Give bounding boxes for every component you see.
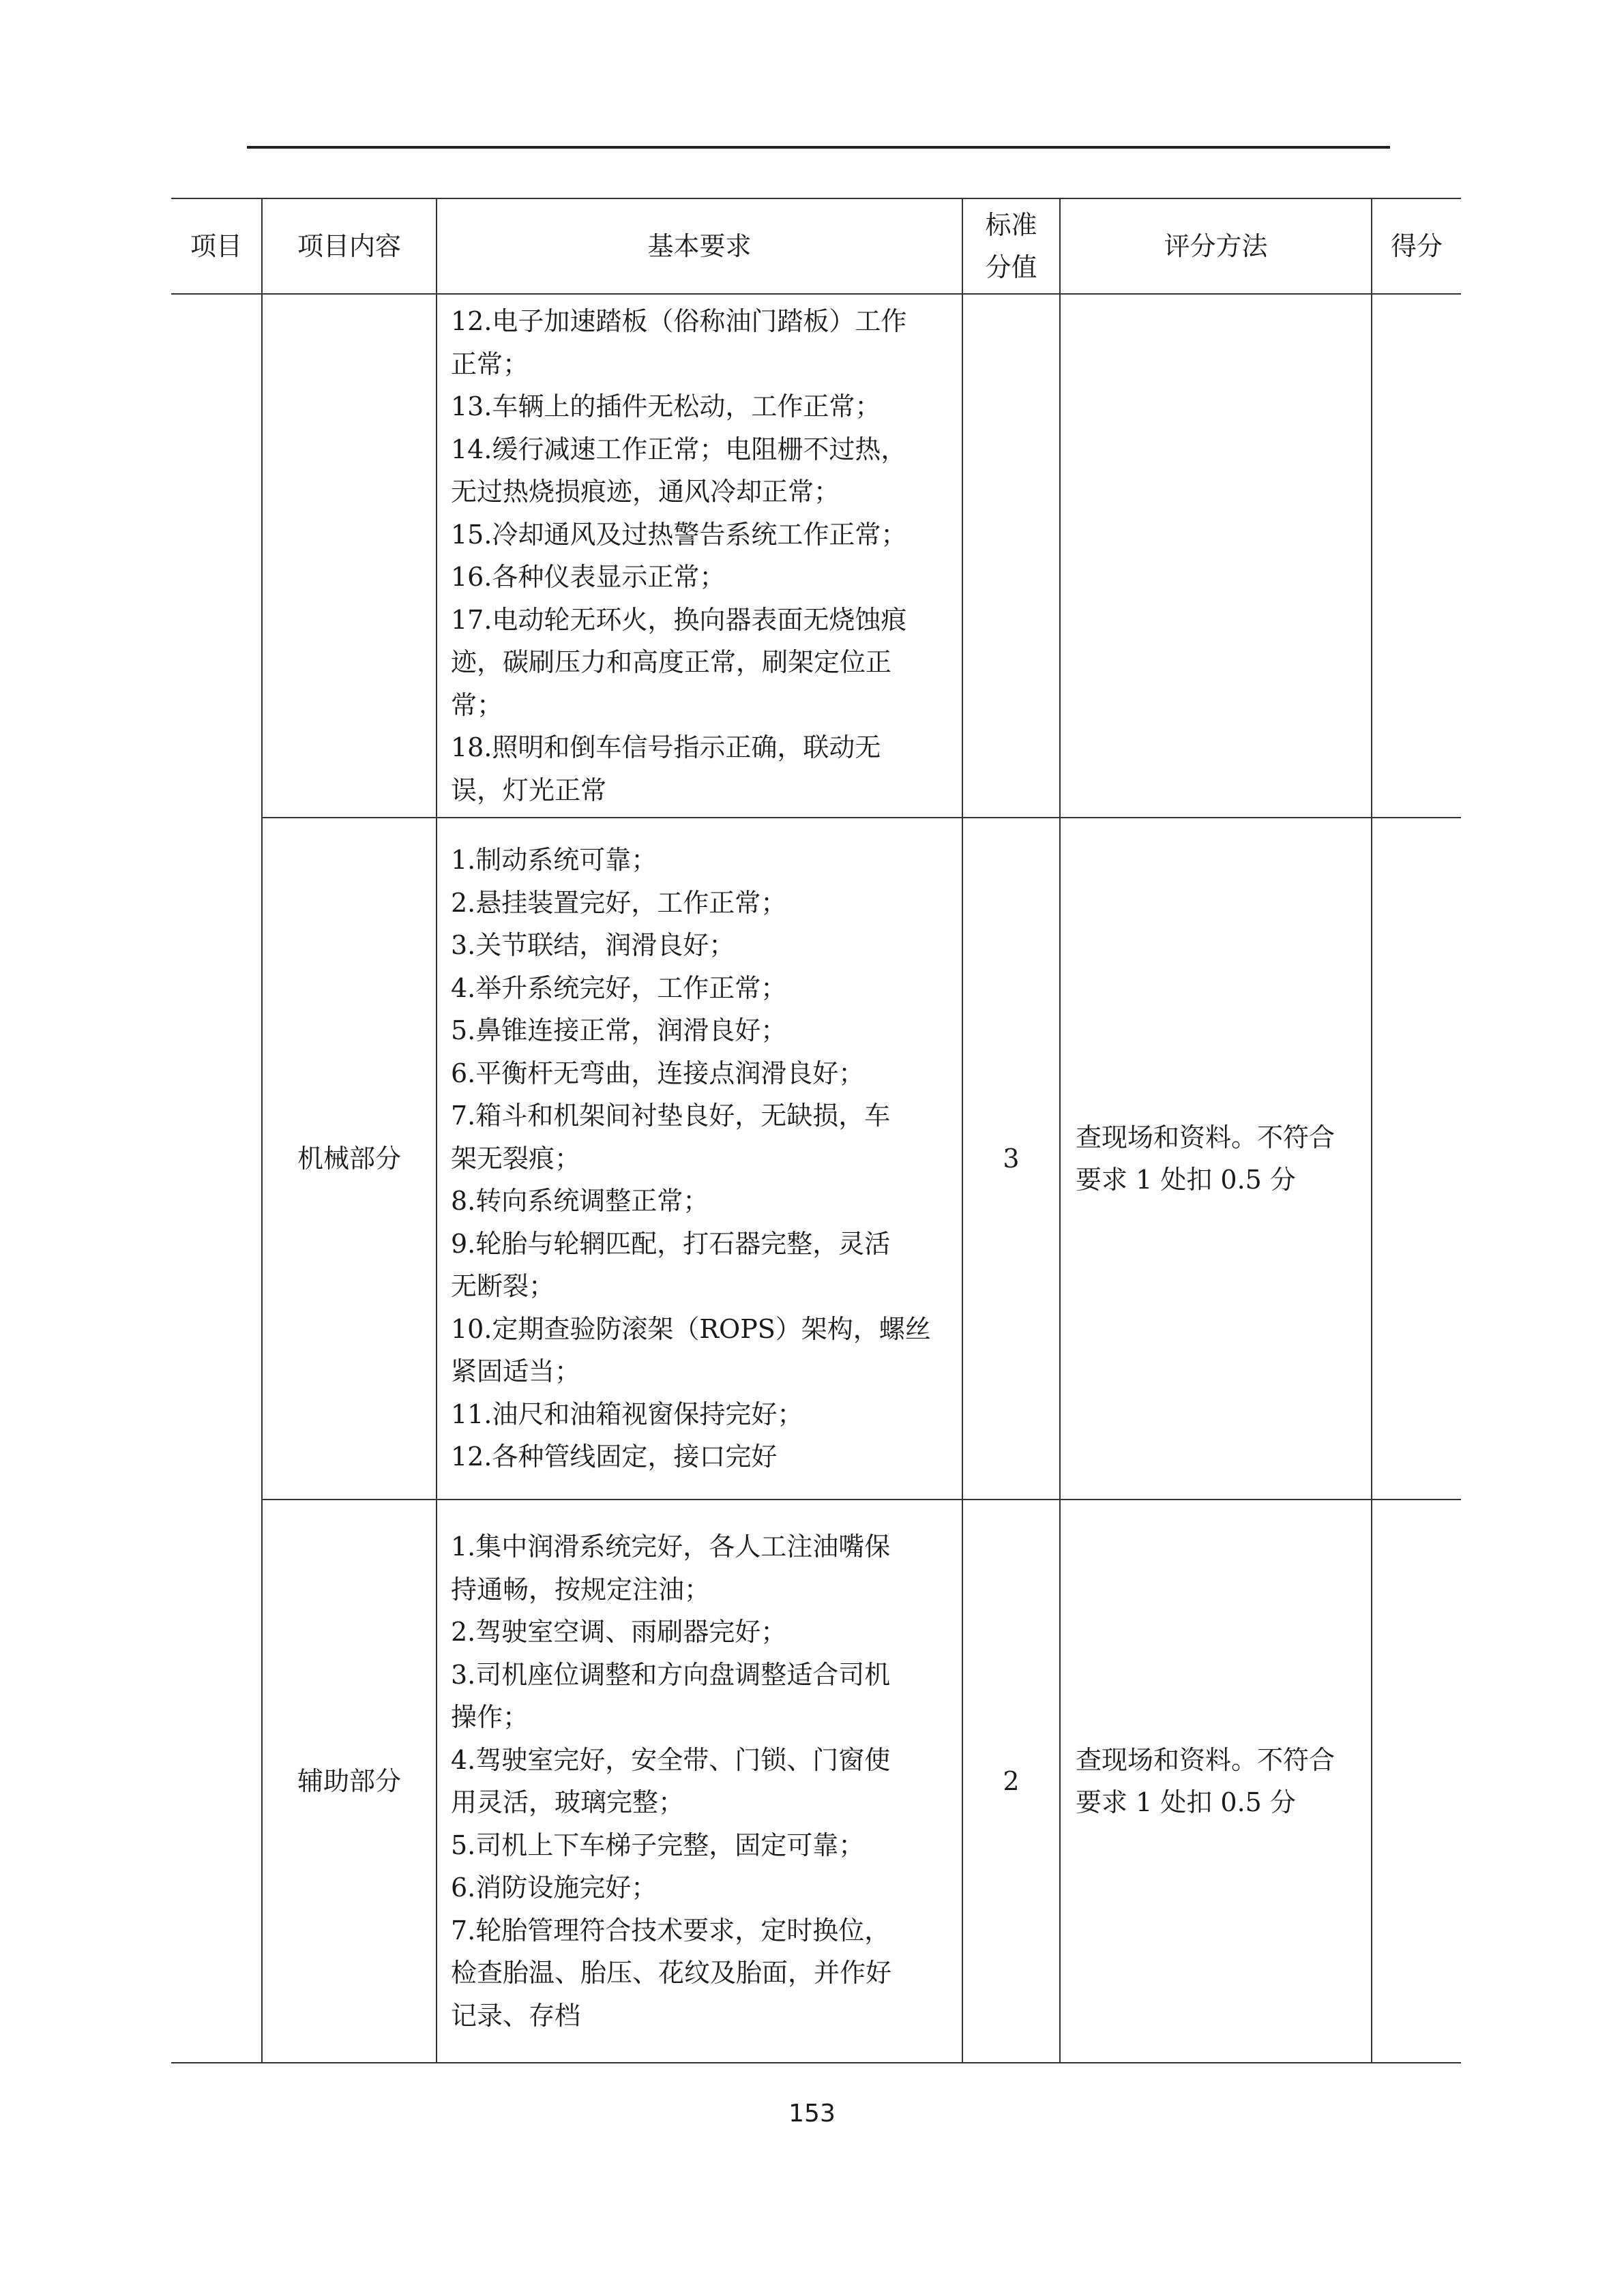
header-standard-line2: 分值 (985, 252, 1037, 282)
method-cell (1060, 294, 1372, 818)
requirement-line: 6.平衡杆无弯曲，连接点润滑良好； (451, 1058, 865, 1088)
content-cell (262, 294, 437, 818)
requirement-line: 4.驾驶室完好，安全带、门锁、门窗使 (451, 1744, 891, 1775)
requirement-line: 3.司机座位调整和方向盘调整适合司机 (451, 1659, 891, 1690)
standard-cell: 3 (962, 818, 1060, 1500)
requirement-line: 11.油尺和油箱视窗保持完好； (451, 1399, 803, 1429)
requirement-line: 紧固适当； (451, 1356, 581, 1387)
requirement-line: 17.电动轮无环火，换向器表面无烧蚀痕 (451, 604, 907, 635)
requirement-line: 4.举升系统完好，工作正常； (451, 972, 787, 1003)
page-number: 153 (788, 2100, 836, 2128)
header-item: 项目 (171, 198, 262, 294)
header-method: 评分方法 (1060, 198, 1372, 294)
requirement-cell (437, 818, 962, 1500)
method-cell (1060, 1500, 1372, 2063)
requirement-line: 1.集中润滑系统完好，各人工注油嘴保 (451, 1532, 891, 1562)
content-cell-mechanical: 机械部分 (262, 818, 437, 1500)
requirement-line: 1.制动系统可靠； (451, 845, 658, 876)
header-content: 项目内容 (262, 198, 437, 294)
requirement-line: 7.轮胎管理符合技术要求，定时换位， (451, 1915, 891, 1945)
table-row (171, 294, 1461, 818)
requirement-cell (437, 1500, 962, 2063)
header-standard (962, 198, 1060, 294)
requirement-line: 7.箱斗和机架间衬垫良好，无缺损，车 (451, 1101, 891, 1131)
requirement-cell (437, 294, 962, 818)
standard-cell (962, 294, 1060, 818)
table-header-row (171, 198, 1461, 294)
requirement-line: 5.鼻锥连接正常，润滑良好； (451, 1015, 787, 1046)
score-cell (1372, 1500, 1461, 2063)
requirement-line: 迹，碳刷压力和高度正常，刷架定位正 (451, 647, 892, 677)
requirement-line: 12.电子加速踏板（俗称油门踏板）工作 (451, 306, 907, 336)
content-cell-auxiliary: 辅助部分 (262, 1500, 437, 2063)
item-cell (171, 294, 262, 2063)
requirement-line: 操作； (451, 1702, 529, 1732)
method-line: 要求 1 处扣 0.5 分 (1076, 1165, 1296, 1195)
requirement-line: 正常； (451, 348, 529, 379)
table-row (171, 1500, 1461, 2063)
table-row (171, 818, 1461, 1500)
requirement-line: 9.轮胎与轮辋匹配，打石器完整，灵活 (451, 1228, 891, 1259)
requirement-line: 用灵活，玻璃完整； (451, 1787, 685, 1817)
requirement-line: 13.车辆上的插件无松动，工作正常； (451, 391, 881, 421)
requirement-line: 记录、存档 (451, 2000, 581, 2031)
requirement-line: 误，灯光正常 (451, 775, 607, 805)
requirement-line: 6.消防设施完好； (451, 1873, 658, 1903)
header-rule (247, 146, 1390, 149)
score-cell (1372, 818, 1461, 1500)
requirement-line: 检查胎温、胎压、花纹及胎面，并作好 (451, 1958, 892, 1988)
scoring-table (171, 198, 1461, 2063)
requirement-line: 5.司机上下车梯子完整，固定可靠； (451, 1830, 865, 1860)
requirement-line: 10.定期查验防滚架（ROPS）架构，螺丝 (451, 1313, 931, 1344)
header-standard-line1: 标准 (985, 210, 1037, 240)
method-line: 查现场和资料。不符合 (1076, 1122, 1335, 1152)
requirement-line: 持通畅，按规定注油； (451, 1574, 711, 1605)
method-line: 要求 1 处扣 0.5 分 (1076, 1787, 1296, 1817)
requirement-line: 14.缓行减速工作正常；电阻栅不过热， (451, 434, 907, 464)
method-cell (1060, 818, 1372, 1500)
header-score: 得分 (1372, 198, 1461, 294)
requirement-line: 2.驾驶室空调、雨刷器完好； (451, 1617, 787, 1647)
requirement-line: 16.各种仪表显示正常； (451, 562, 726, 592)
score-cell (1372, 294, 1461, 818)
requirement-line: 18.照明和倒车信号指示正确，联动无 (451, 732, 881, 762)
requirement-line: 无过热烧损痕迹，通风冷却正常； (451, 477, 840, 507)
requirement-line: 15.冷却通风及过热警告系统工作正常； (451, 519, 907, 550)
requirement-line: 12.各种管线固定，接口完好 (451, 1442, 778, 1472)
requirement-line: 3.关节联结，润滑良好； (451, 930, 735, 961)
header-requirement: 基本要求 (437, 198, 962, 294)
requirement-line: 无断裂； (451, 1271, 555, 1302)
requirement-line: 常； (451, 689, 503, 720)
requirement-line: 2.悬挂装置完好，工作正常； (451, 887, 787, 918)
requirement-line: 架无裂痕； (451, 1143, 581, 1174)
standard-cell: 2 (962, 1500, 1060, 2063)
method-line: 查现场和资料。不符合 (1076, 1744, 1335, 1775)
requirement-line: 8.转向系统调整正常； (451, 1186, 709, 1217)
